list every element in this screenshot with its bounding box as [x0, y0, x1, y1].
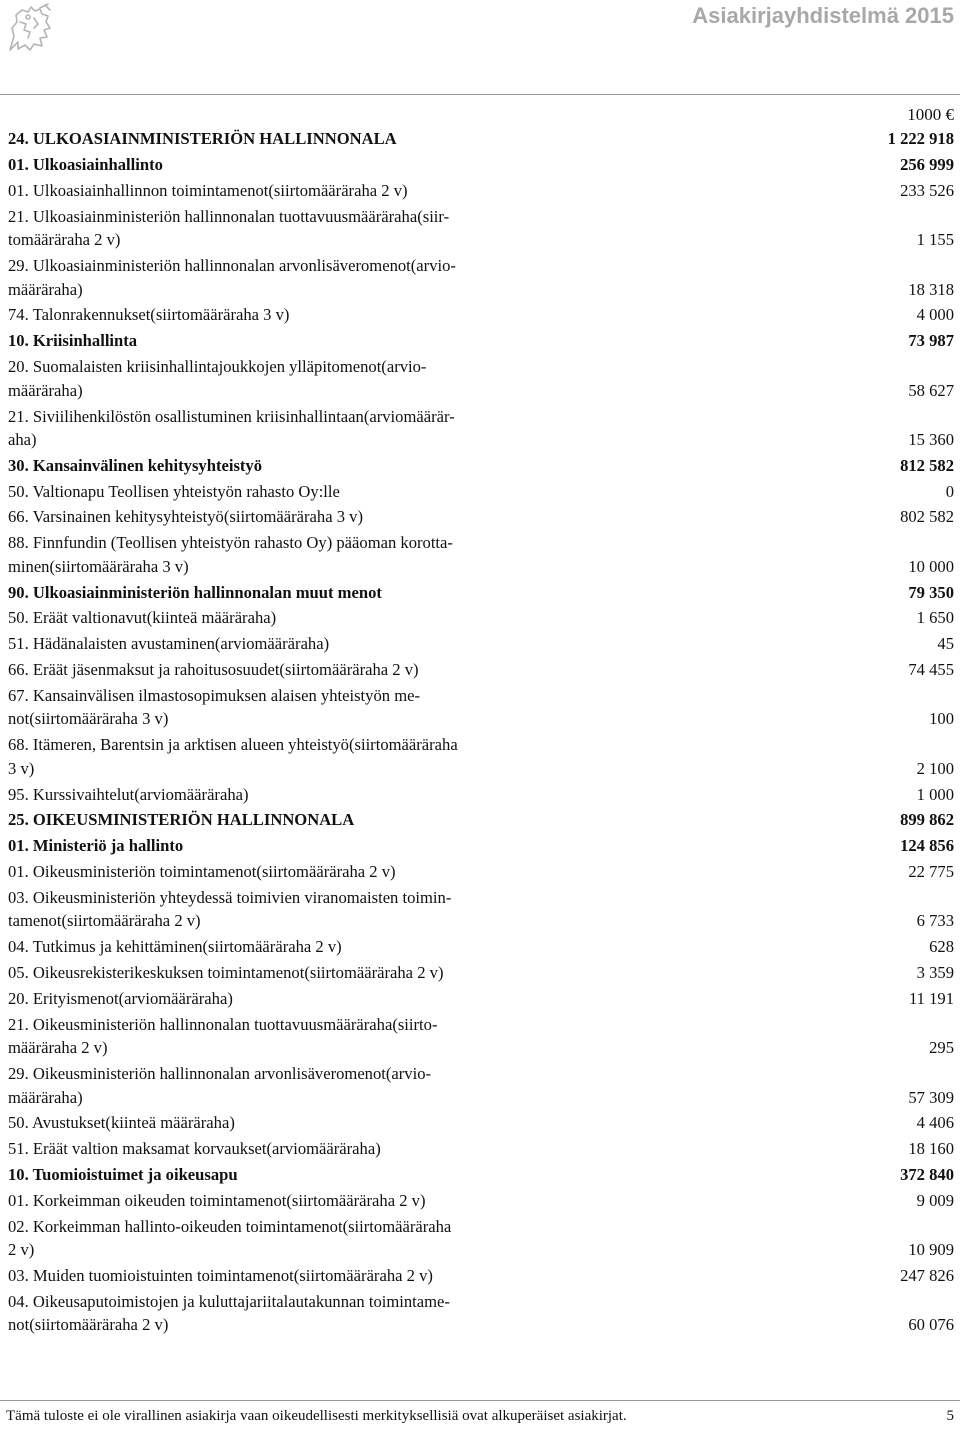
row-amount: 247 826: [900, 1265, 954, 1285]
table-row: [8, 933, 954, 959]
table-row: [8, 1186, 954, 1212]
row-amount: 124 856: [900, 836, 954, 856]
footer-disclaimer: Tämä tuloste ei ole virallinen asiakirja vaan oikeudellisesti merkityksellisiä ovat alkuperäiset asiakirjat.: [6, 1408, 627, 1424]
row-label: 67. Kansainvälisen ilmastosopimuksen alaisen yhteistyön me- not(siirtomääräraha 3 v): [8, 685, 421, 729]
row-label: 01. Korkeimman oikeuden toimintamenot(siirtomääräraha 2 v): [8, 1190, 426, 1210]
table-row: [8, 656, 954, 682]
table-row: [8, 780, 954, 806]
row-label: 29. Oikeusministeriön hallinnonalan arvonlisäveromenot(arvio- määräraha): [8, 1064, 432, 1107]
row-label: 51. Hädänalaisten avustaminen(arviomääräraha): [8, 634, 330, 654]
row-label: 66. Varsinainen kehitysyhteistyö(siirtomääräraha 3 v): [8, 507, 363, 527]
table-row: [8, 402, 954, 451]
page-number: 5: [946, 1408, 954, 1424]
row-label: 24. ULKOASIAINMINISTERIÖN HALLINNONALA: [8, 129, 397, 149]
table-row: [8, 731, 954, 780]
row-label: 05. Oikeusrekisterikeskuksen toimintamenot(siirtomääräraha 2 v): [8, 962, 444, 982]
row-label: 01. Ministeriö ja hallinto: [8, 836, 184, 856]
row-amount: 18 160: [908, 1139, 954, 1159]
table-row: [8, 604, 954, 630]
row-amount: 22 775: [908, 861, 954, 881]
table-row: [8, 529, 954, 578]
table-row: [8, 858, 954, 884]
table-row: [8, 503, 954, 529]
row-label: 04. Oikeusaputoimistojen ja kuluttajariitalautakunnan toimintame- not(siirtomääräraha 2 v): [8, 1291, 450, 1335]
row-amount: 57 309: [908, 1087, 954, 1107]
row-label: 74. Talonrakennukset(siirtomääräraha 3 v): [8, 305, 290, 325]
table-row: [8, 1109, 954, 1135]
row-label: 29. Ulkoasiainministeriön hallinnonalan arvonlisäveromenot(arvio- määräraha): [8, 256, 456, 299]
row-amount: 1 000: [916, 784, 954, 804]
row-amount: 4 000: [916, 305, 954, 325]
table-section-row: [8, 327, 954, 353]
table-row: [8, 630, 954, 656]
row-amount: 58 627: [908, 380, 954, 400]
row-amount: 372 840: [900, 1164, 954, 1184]
row-label: 21. Oikeusministeriön hallinnonalan tuottavuusmääräraha(siirto- määräraha 2 v): [8, 1014, 438, 1058]
table-section-row: [8, 806, 954, 832]
row-label: 50. Avustukset(kiinteä määräraha): [8, 1113, 235, 1133]
row-label: 30. Kansainvälinen kehitysyhteistyö: [8, 455, 263, 475]
row-amount: 100: [929, 709, 954, 729]
row-label: 20. Erityismenot(arviomääräraha): [8, 988, 233, 1008]
table-row: [8, 984, 954, 1010]
row-amount: 295: [929, 1038, 954, 1058]
row-label: 25. OIKEUSMINISTERIÖN HALLINNONALA: [8, 810, 355, 830]
row-label: 88. Finnfundin (Teollisen yhteistyön rahasto Oy) pääoman korotta- minen(siirtomääräraha 3 v): [8, 533, 453, 576]
row-label: 95. Kurssivaihtelut(arviomääräraha): [8, 784, 249, 804]
table-section-row: [8, 578, 954, 604]
row-amount: 10 000: [908, 556, 954, 576]
row-amount: 0: [945, 481, 954, 501]
table-row: [8, 1212, 954, 1261]
table-section-row: [8, 832, 954, 858]
table-row: [8, 1010, 954, 1059]
row-label: 10. Kriisinhallinta: [8, 331, 138, 351]
row-label: 03. Muiden tuomioistuinten toimintamenot(siirtomääräraha 2 v): [8, 1265, 433, 1285]
row-amount: 256 999: [900, 155, 954, 175]
table-row: [8, 883, 954, 932]
row-label: 68. Itämeren, Barentsin ja arktisen alueen yhteistyö(siirtomääräraha 3 v): [8, 735, 458, 778]
table-row: [8, 202, 954, 251]
row-label: 04. Tutkimus ja kehittäminen(siirtomääräraha 2 v): [8, 937, 342, 957]
header-divider: [0, 94, 960, 95]
row-amount: 45: [937, 634, 954, 654]
unit-label: 1000 €: [907, 105, 954, 124]
footer-divider: [0, 1400, 960, 1401]
table-row: [8, 301, 954, 327]
table-row: [8, 959, 954, 985]
finnish-lion-coat-of-arms-icon: [4, 2, 56, 54]
budget-table: [8, 125, 954, 1337]
table-row: [8, 1262, 954, 1288]
row-amount: 10 909: [908, 1240, 954, 1260]
row-label: 90. Ulkoasiainministeriön hallinnonalan muut menot: [8, 582, 382, 602]
table-row: [8, 682, 954, 731]
row-amount: 74 455: [908, 660, 954, 680]
table-section-row: [8, 452, 954, 478]
table-section-row: [8, 151, 954, 177]
row-amount: 1 155: [916, 230, 954, 250]
row-label: 66. Eräät jäsenmaksut ja rahoitusosuudet(siirtomääräraha 2 v): [8, 660, 419, 680]
row-amount: 1 650: [916, 608, 954, 628]
table-row: [8, 177, 954, 203]
row-amount: 2 100: [916, 758, 954, 778]
table-row: [8, 1060, 954, 1109]
row-amount: 628: [929, 937, 954, 957]
row-amount: 11 191: [908, 988, 954, 1008]
row-amount: 79 350: [908, 582, 954, 602]
table-row: [8, 353, 954, 402]
row-label: 10. Tuomioistuimet ja oikeusapu: [8, 1164, 238, 1184]
row-amount: 4 406: [916, 1113, 954, 1133]
row-amount: 60 076: [908, 1315, 954, 1335]
table-row: [8, 1135, 954, 1161]
row-label: 21. Ulkoasiainministeriön hallinnonalan tuottavuusmääräraha(siir- tomääräraha 2 v): [8, 206, 450, 250]
row-amount: 899 862: [900, 810, 954, 830]
row-amount: 9 009: [916, 1190, 954, 1210]
row-amount: 812 582: [900, 455, 954, 475]
row-label: 01. Ulkoasiainhallinto: [8, 155, 163, 175]
row-label: 01. Ulkoasiainhallinnon toimintamenot(siirtomääräraha 2 v): [8, 180, 408, 200]
row-amount: 1 222 918: [887, 129, 954, 149]
row-amount: 18 318: [908, 279, 954, 299]
row-label: 50. Valtionapu Teollisen yhteistyön rahasto Oy:lle: [8, 481, 340, 501]
row-amount: 15 360: [908, 430, 954, 450]
row-label: 20. Suomalaisten kriisinhallintajoukkojen ylläpitomenot(arvio- määräraha): [8, 357, 427, 400]
row-label: 03. Oikeusministeriön yhteydessä toimivien viranomaisten toimin- tamenot(siirtomääräraha 2 v): [8, 887, 452, 931]
table-section-row: [8, 125, 954, 151]
row-amount: 3 359: [916, 962, 954, 982]
row-amount: 802 582: [900, 507, 954, 527]
row-amount: 6 733: [916, 911, 954, 931]
row-label: 02. Korkeimman hallinto-oikeuden toimintamenot(siirtomääräraha 2 v): [8, 1216, 452, 1260]
table-row: [8, 252, 954, 301]
table-row: [8, 1287, 954, 1336]
table-row: [8, 477, 954, 503]
row-label: 01. Oikeusministeriön toimintamenot(siirtomääräraha 2 v): [8, 861, 396, 881]
document-title: Asiakirjayhdistelmä 2015: [692, 3, 954, 28]
table-section-row: [8, 1161, 954, 1187]
row-label: 50. Eräät valtionavut(kiinteä määräraha): [8, 608, 277, 628]
row-amount: 73 987: [908, 331, 954, 351]
row-label: 21. Siviilihenkilöstön osallistuminen kriisinhallintaan(arviomäärär- aha): [8, 406, 455, 450]
row-label: 51. Eräät valtion maksamat korvaukset(arviomääräraha): [8, 1139, 381, 1159]
row-amount: 233 526: [900, 180, 954, 200]
